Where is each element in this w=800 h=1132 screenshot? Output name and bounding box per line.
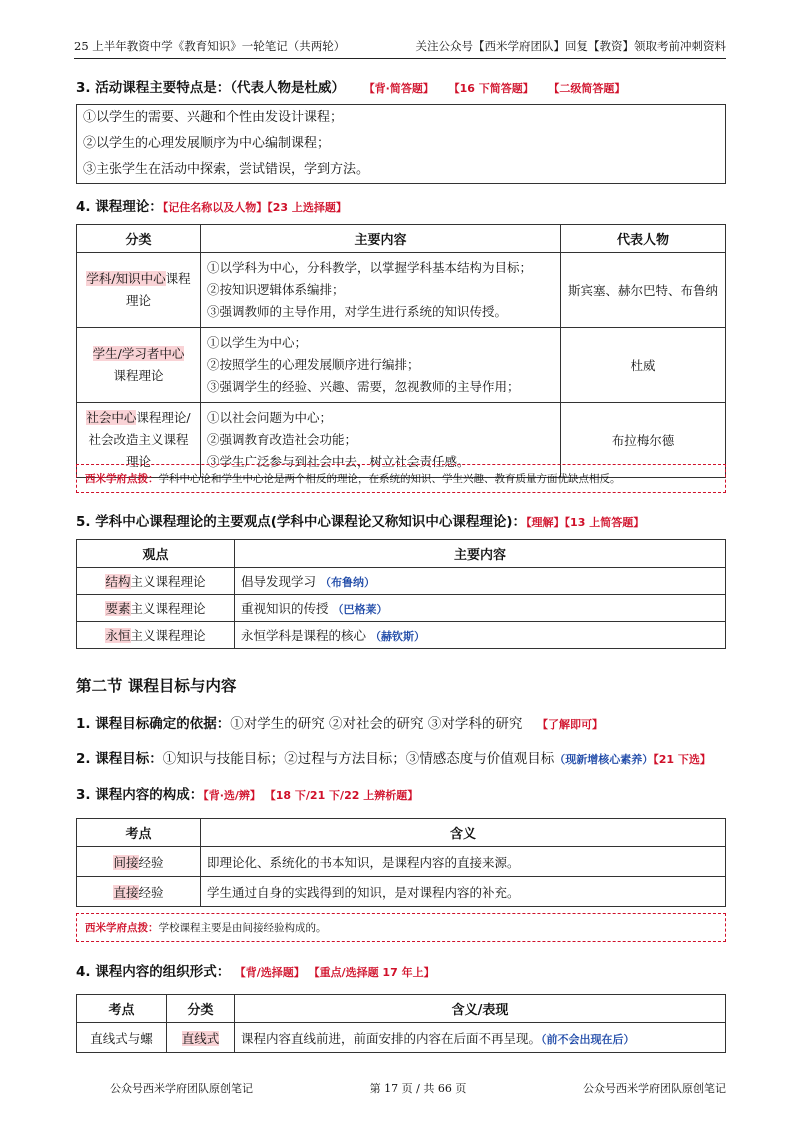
col-header: 观点 <box>77 540 235 568</box>
col-header: 分类 <box>167 995 235 1023</box>
section-title: 第二节 课程目标与内容 <box>76 677 237 695</box>
col-header: 主要内容 <box>201 225 561 253</box>
table-row: 结构主义课程理论 倡导发现学习 （布鲁纳） <box>77 568 726 595</box>
p4-title: 4. 课程内容的组织形式： 【背/选择题】 【重点/选择题 17 年上】 <box>76 964 435 980</box>
content-organization-table <box>76 994 726 1053</box>
table-row: 间接经验 即理论化、系统化的书本知识，是课程内容的直接来源。 <box>77 847 726 877</box>
q4-note: 西米学府点拨：学科中心论和学生中心论是两个相反的理论，在系统的知识、学生兴趣、教育质量方面优缺点相反。 <box>76 464 726 493</box>
p3-title: 3. 课程内容的构成：【背·选/辨】 【18 下/21 下/22 上辨析题】 <box>76 787 419 803</box>
p1: 1. 课程目标确定的依据：①对学生的研究 ②对社会的研究 ③对学科的研究 【了解即可】 <box>76 716 604 732</box>
table-row: 直接经验 学生通过自身的实践得到的知识，是对课程内容的补充。 <box>77 877 726 907</box>
q3-line: ①以学生的需要、兴趣和个性由发设计课程； <box>83 110 344 125</box>
curriculum-theory-table <box>76 224 726 478</box>
page-number: 第 17 页 / 共 66 页 <box>369 1082 467 1095</box>
table-row: 学生/学习者中心 课程理论 ①以学生为中心； ②按照学生的心理发展顺序进行编排； ③强调学生的经验、兴趣、需要，忽视教师的主导作用； 杜威 <box>77 328 726 403</box>
footer-left: 公众号西米学府团队原创笔记 <box>110 1082 253 1095</box>
table-row: 学科/知识中心课程理论 ①以学科为中心，分科教学，以掌握学科基本结构为目标； ②按知识逻辑体系编排； ③强调教师的主导作用，对学生进行系统的知识传授。 斯宾塞、赫尔巴特、布鲁纳 <box>77 253 726 328</box>
col-header: 主要内容 <box>235 540 726 568</box>
col-header: 考点 <box>77 995 167 1023</box>
table-row: 社会中心课程理论/社会改造主义课程理论 ①以社会问题为中心； ②强调教育改造社会功能； ③学生广泛参与到社会中去，树立社会责任感。 布拉梅尔德 <box>77 403 726 478</box>
col-header: 含义 <box>201 819 726 847</box>
q3-line: ③主张学生在活动中探索，尝试错误，学到方法。 <box>83 162 370 177</box>
q5-title: 5. 学科中心课程理论的主要观点(学科中心课程论又称知识中心课程理论)：【理解】【13 上简答题】 <box>76 514 645 530</box>
col-header: 考点 <box>77 819 201 847</box>
header-right: 关注公众号【西米学府团队】回复【教资】领取考前冲刺资料 <box>415 39 726 53</box>
table-row: 要素主义课程理论 重视知识的传授 （巴格莱） <box>77 595 726 622</box>
col-header: 含义/表现 <box>235 995 726 1023</box>
q3-box <box>76 104 726 184</box>
table-row: 永恒主义课程理论 永恒学科是课程的核心 （赫钦斯） <box>77 622 726 649</box>
q4-title: 4. 课程理论：【记住名称以及人物】【23 上选择题】 <box>76 199 347 215</box>
page-header <box>74 38 726 59</box>
footer-right: 公众号西米学府团队原创笔记 <box>583 1082 726 1095</box>
col-header: 代表人物 <box>561 225 726 253</box>
col-header: 分类 <box>77 225 201 253</box>
q3-title: 3. 活动课程主要特点是：（代表人物是杜威） 【背·简答题】 【16 下简答题】 【二级简答题】 <box>76 80 626 96</box>
p2: 2. 课程目标：①知识与技能目标；②过程与方法目标；③情感态度与价值观目标（现新增核心素养）【21 下选】 <box>76 751 711 767</box>
p3-note: 西米学府点拨：学校课程主要是由间接经验构成的。 <box>76 913 726 942</box>
page-footer <box>110 1080 726 1096</box>
table-row: 直线式与螺 直线式 课程内容直线前进，前面安排的内容在后面不再呈现。（前不会出现在后） <box>77 1023 726 1053</box>
header-left: 25 上半年教资中学《教育知识》一轮笔记（共两轮） <box>74 39 346 53</box>
content-composition-table <box>76 818 726 907</box>
q3-line: ②以学生的心理发展顺序为中心编制课程； <box>83 136 331 151</box>
subject-center-table <box>76 539 726 649</box>
